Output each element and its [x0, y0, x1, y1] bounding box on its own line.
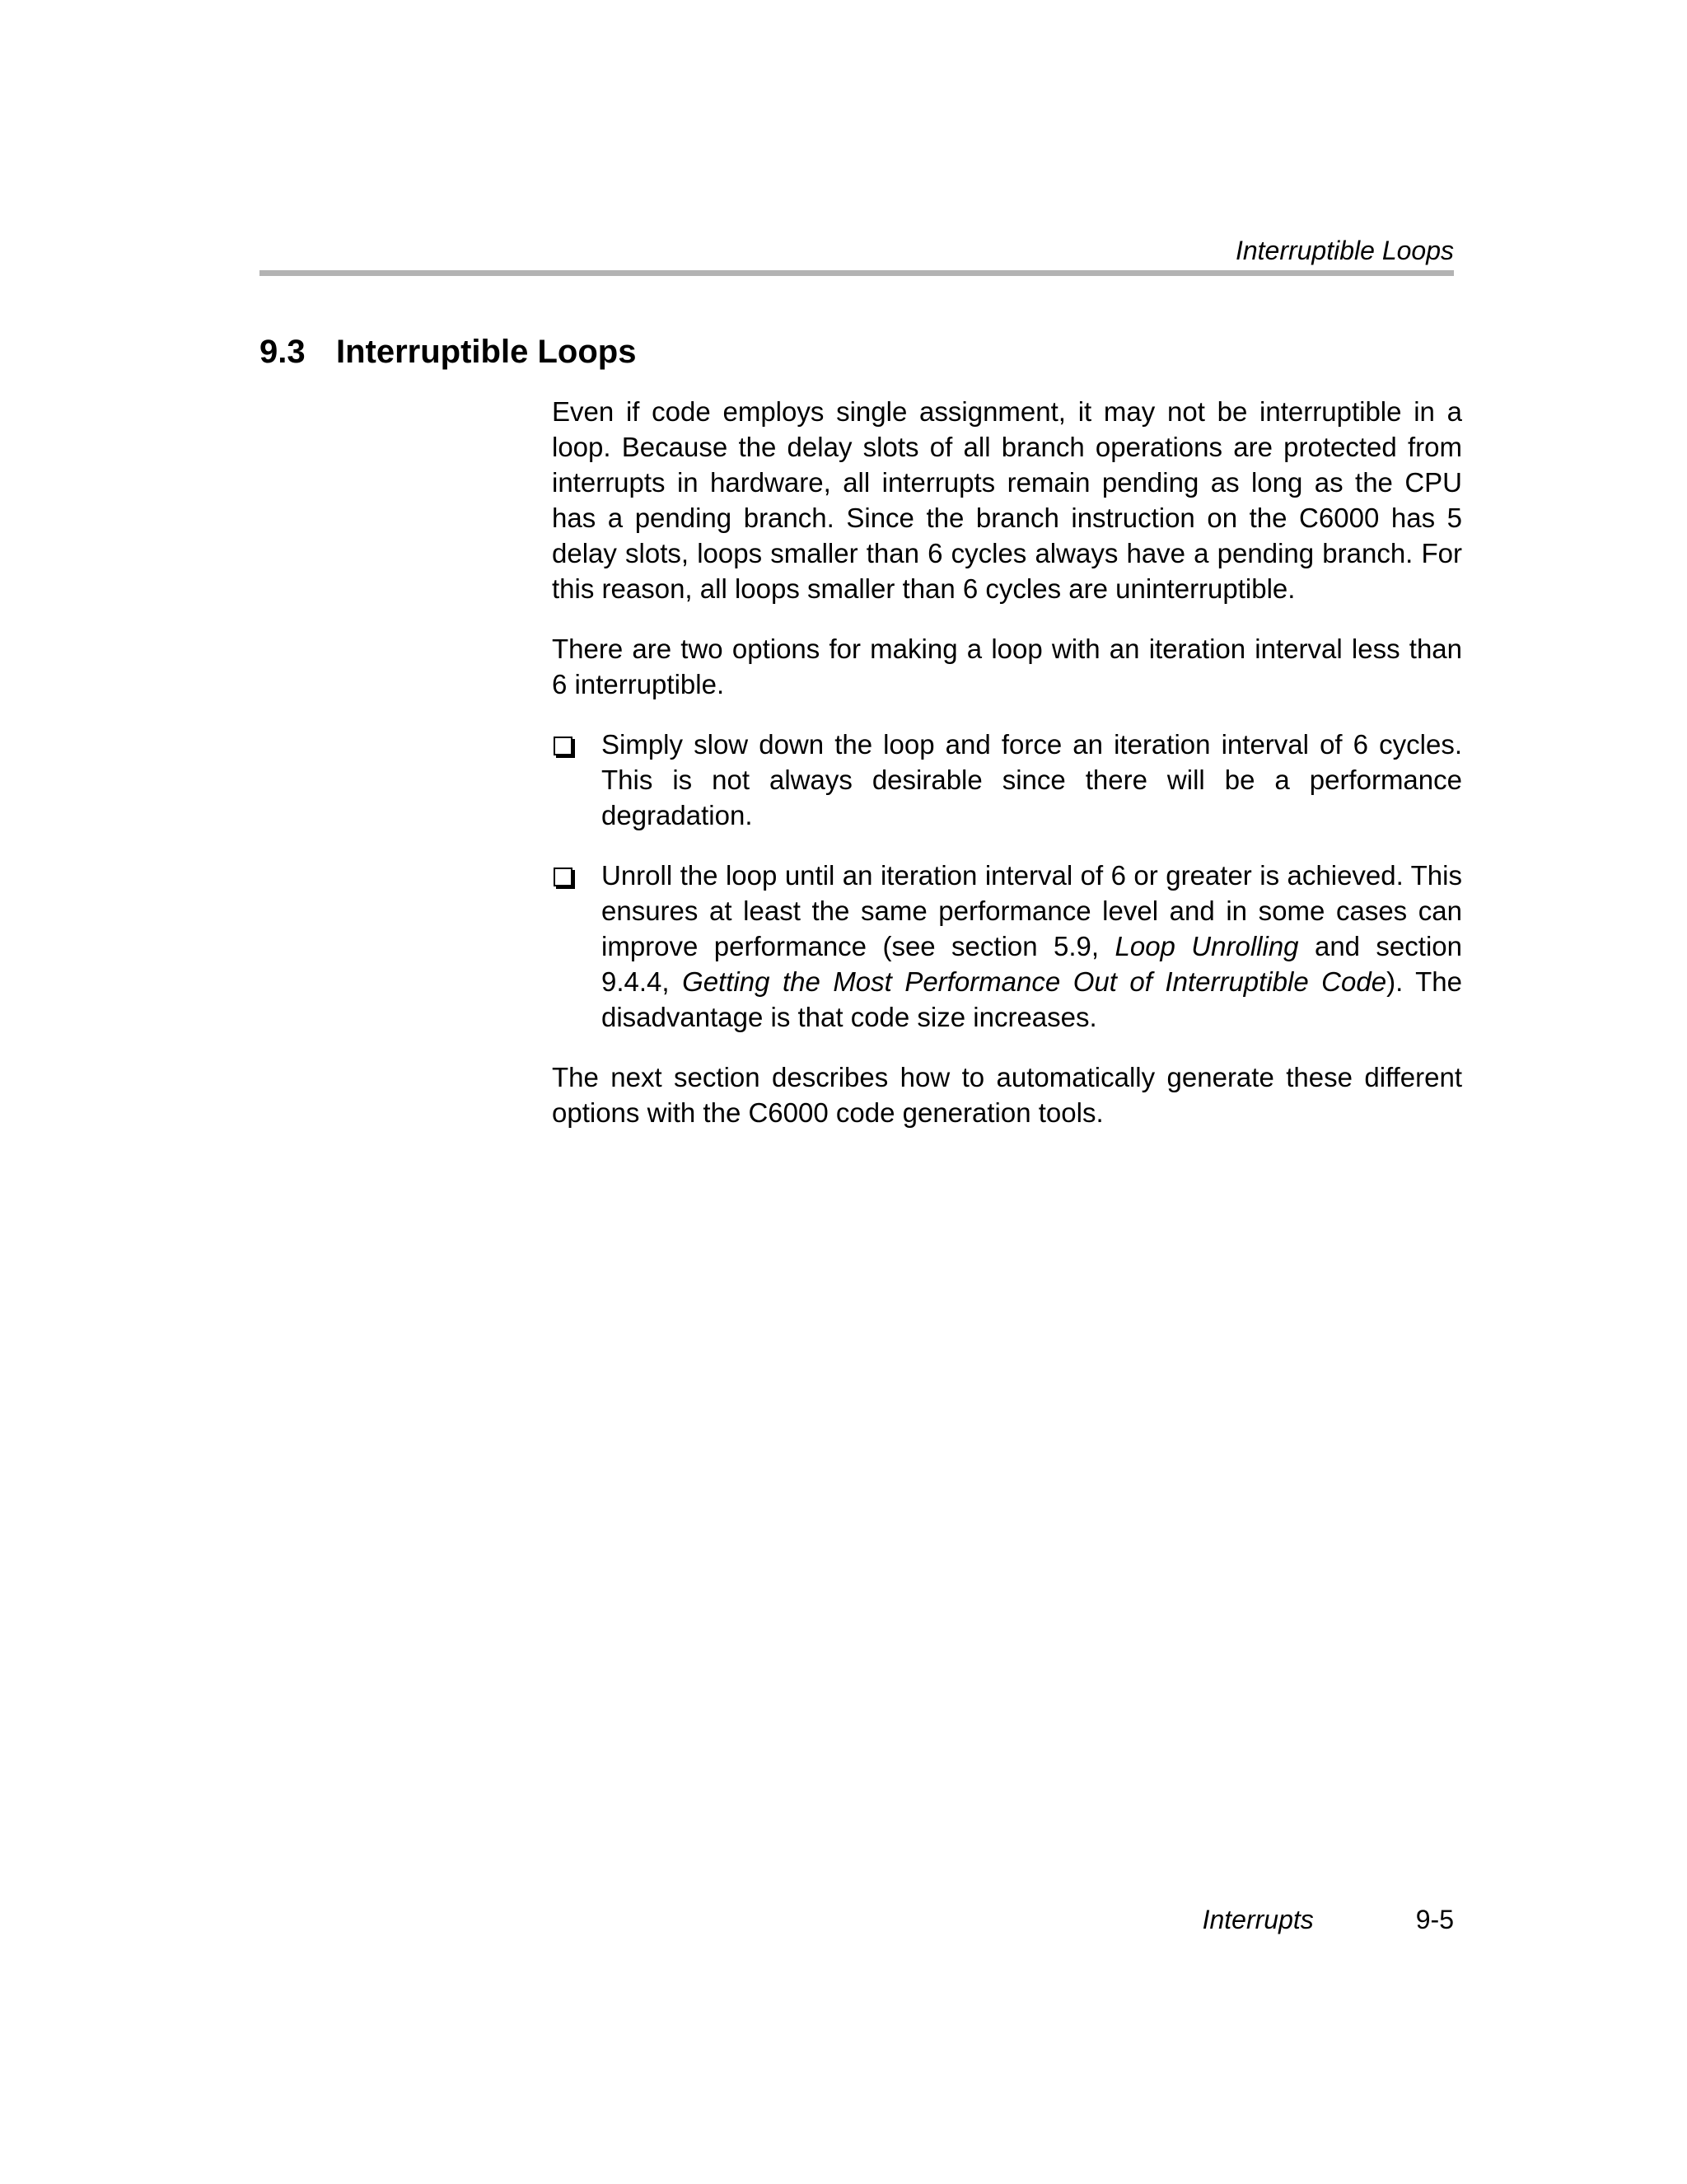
reference-loop-unrolling: Loop Unrolling — [1115, 931, 1299, 961]
footer-chapter: Interrupts — [1202, 1905, 1314, 1934]
running-header: Interruptible Loops — [1235, 236, 1454, 265]
running-footer — [1203, 1903, 1454, 1936]
reference-interruptible-code: Getting the Most Performance Out of Interruptible Code — [682, 966, 1387, 997]
paragraph-2: There are two options for making a loop with an iteration interval less than 6 interruptible. — [552, 634, 1462, 699]
page-number: 9-5 — [1415, 1905, 1454, 1934]
section-heading — [259, 331, 636, 372]
list-item — [552, 727, 1462, 833]
section-number: 9.3 — [259, 334, 306, 370]
section-body — [552, 394, 1462, 1155]
list-item — [552, 858, 1462, 1035]
header-rule — [259, 270, 1454, 276]
paragraph-1: Even if code employs single assignment, it may not be interruptible in a loop. Because the delay slots of all branch operations are protected from interrupts in hardware, all interrupts remain pending as long as the CPU has a pending branch. Since the branch instruction on the C6000 has 5 delay slots, loops smaller than 6 cycles always have a pending branch. For this reason, all loops smaller than 6 cycles are uninterruptible. — [552, 396, 1462, 604]
section-title: Interruptible Loops — [336, 334, 637, 370]
bullet-text-2c: ). The disadvantage is that code size increases. — [601, 966, 1462, 1032]
bullet-text-2b: and section 9.4.4, — [601, 931, 1462, 997]
checkbox-bullet-icon — [554, 737, 572, 755]
bullet-text-2a: Unroll the loop until an iteration interval of 6 or greater is achieved. This ensures at least the same performance level and in some cases can improve performance (see section 5.9, — [601, 860, 1462, 961]
options-list — [552, 727, 1462, 1035]
paragraph-3: The next section describes how to automatically generate these different options with the C6000 code generation tools. — [552, 1062, 1462, 1128]
bullet-text-1: Simply slow down the loop and force an iteration interval of 6 cycles. This is not always desirable since there will be a performance degradation. — [601, 729, 1462, 830]
checkbox-bullet-icon — [554, 868, 572, 886]
